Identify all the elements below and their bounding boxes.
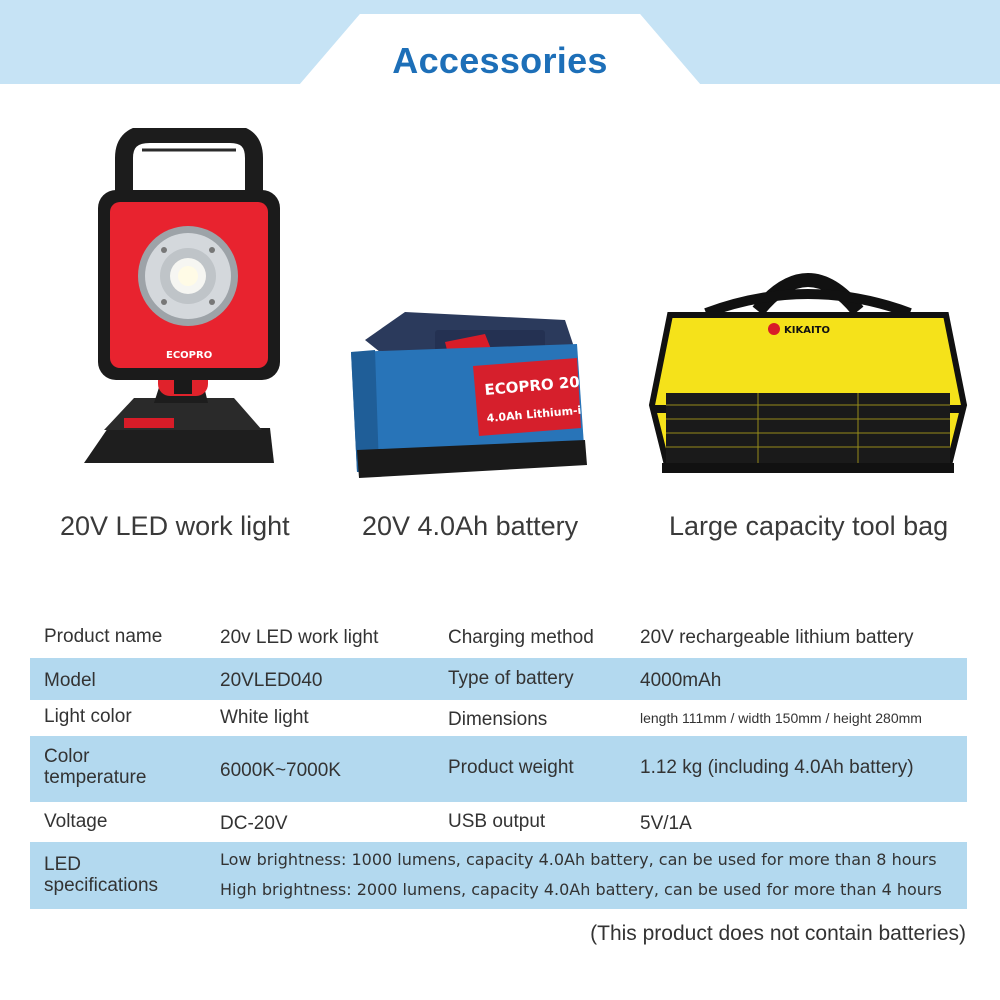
spec-key: Charging method (448, 627, 594, 648)
battery-image (345, 300, 605, 485)
spec-key-line2: specifications (44, 875, 159, 896)
caption-tool-bag: Large capacity tool bag (669, 511, 949, 541)
spec-key: Dimensions (448, 709, 548, 730)
spec-row-light-color (30, 700, 967, 736)
spec-value: 20v LED work light (220, 627, 379, 648)
spec-key: Voltage (44, 811, 108, 832)
spec-row-model (30, 658, 967, 700)
tool-bag-image (648, 255, 968, 475)
work-light-logo: ECOPRO (166, 350, 213, 361)
led-low-brightness: Low brightness: 1000 lumens, capacity 4.0Ah battery, can be used for more than 8 hours (220, 850, 937, 869)
spec-value: 5V/1A (640, 813, 692, 834)
spec-key-line2: temperature (44, 767, 147, 788)
spec-key-line1: LED (44, 854, 81, 875)
caption-battery: 20V 4.0Ah battery (362, 511, 579, 541)
tool-bag-logo: KIKAITO (784, 325, 831, 336)
spec-key: Light color (44, 706, 132, 727)
spec-row-product-name (30, 615, 967, 658)
spec-key: Product name (44, 626, 163, 647)
led-high-brightness: High brightness: 2000 lumens, capacity 4.0Ah battery, can be used for more than 4 hours (220, 880, 942, 899)
spec-value: 1.12 kg (including 4.0Ah battery) (640, 757, 914, 778)
spec-value: length 111mm / width 150mm / height 280mm (640, 710, 922, 726)
page-title: Accessories (392, 40, 608, 81)
spec-row-led-specifications (30, 842, 967, 909)
spec-value: 4000mAh (640, 670, 722, 691)
spec-key: Product weight (448, 757, 574, 778)
battery-spec-label: 4.0Ah Lithium-ion (486, 402, 598, 425)
spec-value: 6000K~7000K (220, 760, 341, 781)
caption-work-light: 20V LED work light (60, 511, 290, 541)
header-banner (0, 0, 1000, 84)
spec-key: USB output (448, 811, 546, 832)
spec-key: Model (44, 670, 96, 691)
battery-note: (This product does not contain batteries) (590, 922, 966, 945)
spec-value: DC-20V (220, 813, 288, 834)
spec-row-voltage (30, 802, 967, 842)
work-light-image (84, 128, 299, 478)
spec-key-line1: Color (44, 746, 90, 767)
spec-value: 20VLED040 (220, 670, 323, 691)
spec-value: White light (220, 707, 309, 728)
spec-value: 20V rechargeable lithium battery (640, 627, 914, 648)
battery-brand-label: ECOPRO 20v (483, 371, 591, 399)
spec-row-color-temperature (30, 736, 967, 802)
spec-key: Type of battery (448, 668, 574, 689)
